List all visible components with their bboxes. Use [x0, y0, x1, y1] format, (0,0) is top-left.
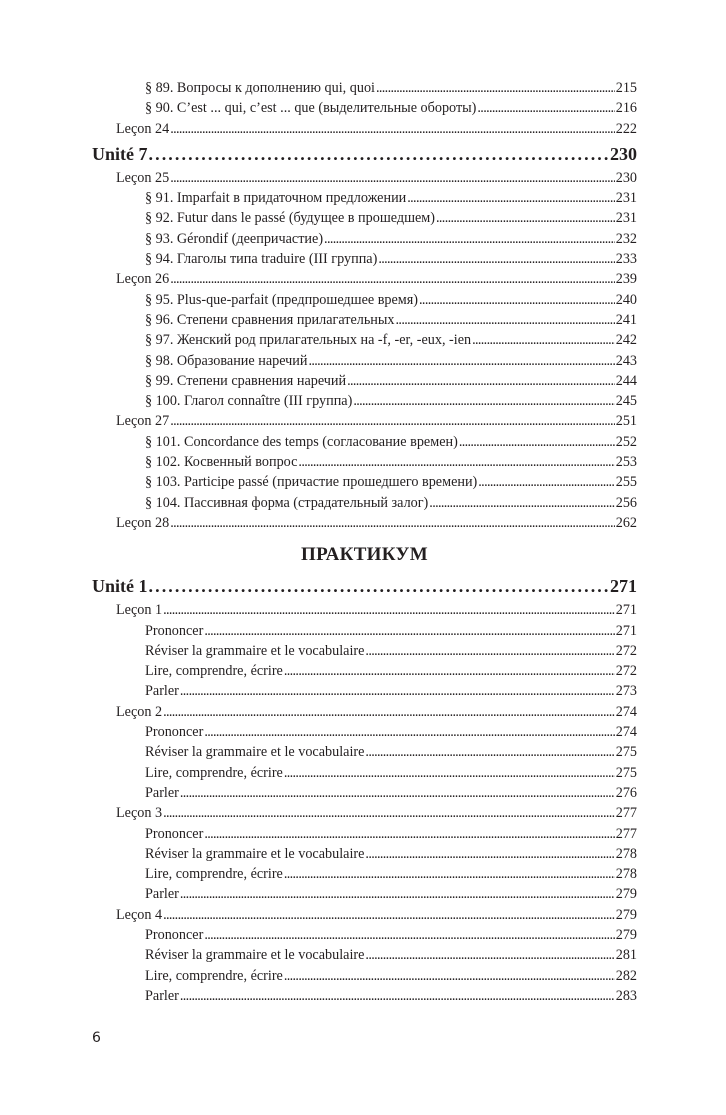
toc-entry-label: § 93. Gérondif (деепричастие) — [145, 230, 324, 247]
dot-leader — [353, 391, 614, 411]
toc-entry-label: Lire, comprendre, écrire — [145, 967, 283, 984]
toc-entry-page-number: 244 — [615, 372, 637, 389]
dot-leader — [365, 945, 614, 965]
dot-leader — [407, 188, 614, 208]
toc-entry-page-number: 231 — [615, 210, 637, 227]
toc-entry-sub[interactable] — [92, 229, 637, 249]
dot-leader — [180, 884, 615, 904]
toc-entry-sub[interactable] — [92, 290, 637, 310]
dot-leader — [477, 98, 614, 118]
toc-entry-sub[interactable] — [92, 351, 637, 371]
toc-entry-sub[interactable] — [92, 925, 637, 945]
toc-entry-sub[interactable] — [92, 661, 637, 681]
toc-entry-lesson[interactable] — [92, 803, 637, 823]
toc-entry-page-number: 279 — [615, 886, 637, 903]
toc-entry-page-number: 215 — [615, 80, 637, 96]
toc-entry-page-number: 274 — [615, 724, 637, 741]
dot-leader — [365, 844, 614, 864]
toc-entry-sub[interactable] — [92, 621, 637, 641]
toc-entry-label: Prononcer — [145, 825, 204, 842]
toc-entry-label: Réviser la grammaire et le vocabulaire — [145, 947, 365, 964]
toc-entry-label: Parler — [145, 683, 179, 700]
toc-entry-label: Parler — [145, 886, 179, 903]
toc-entry-label: Leçon 1 — [116, 602, 163, 619]
dot-leader — [436, 208, 615, 228]
dot-leader — [170, 411, 615, 431]
toc-entry-lesson[interactable] — [92, 513, 637, 533]
dot-leader — [170, 119, 615, 139]
toc-entry-page-number: 230 — [615, 169, 637, 186]
toc-entry-sub[interactable] — [92, 681, 637, 701]
dot-leader — [298, 452, 614, 472]
toc-entry-page-number: 276 — [615, 784, 637, 801]
dot-leader — [284, 763, 615, 783]
dot-leader — [163, 600, 615, 620]
toc-entry-label: Leçon 25 — [116, 169, 170, 186]
toc-entry-page-number: 233 — [615, 251, 637, 268]
dot-leader — [163, 803, 615, 823]
toc-entry-sub[interactable] — [92, 310, 637, 330]
toc-entry-label: Parler — [145, 784, 179, 801]
toc-entry-label: § 90. C’est ... qui, c’est ... que (выделительные обороты) — [145, 100, 477, 117]
toc-entry-label: Lire, comprendre, écrire — [145, 764, 283, 781]
toc-entry-sub[interactable] — [92, 78, 637, 98]
toc-entry-label: § 96. Степени сравнения прилагательных — [145, 311, 395, 328]
dot-leader — [180, 681, 615, 701]
toc-entry-page-number: 256 — [615, 494, 637, 511]
dot-leader — [204, 722, 614, 742]
toc-entry-lesson[interactable] — [92, 905, 637, 925]
toc-section-grammar — [92, 78, 637, 533]
toc-entry-label: § 102. Косвенный вопрос — [145, 454, 298, 471]
toc-entry-lesson[interactable] — [92, 702, 637, 722]
toc-entry-page-number: 277 — [615, 805, 637, 822]
toc-entry-unit[interactable] — [92, 141, 637, 168]
toc-entry-page-number: 251 — [615, 413, 637, 430]
toc-entry-sub[interactable] — [92, 641, 637, 661]
toc-entry-page-number: 277 — [615, 825, 637, 842]
toc-entry-sub[interactable] — [92, 472, 637, 492]
dot-leader — [204, 925, 614, 945]
dot-leader — [284, 864, 615, 884]
section-title-praktikum: ПРАКТИКУМ — [301, 544, 428, 566]
toc-entry-page-number: 278 — [615, 866, 637, 883]
dot-leader — [459, 432, 615, 452]
toc-entry-page-number: 281 — [615, 947, 637, 964]
toc-entry-page-number: 275 — [615, 764, 637, 781]
toc-entry-page-number: 216 — [615, 100, 637, 117]
dot-leader — [149, 573, 610, 600]
toc-section-praktikum — [92, 573, 637, 1006]
toc-entry-label: Réviser la grammaire et le vocabulaire — [145, 642, 365, 659]
toc-entry-page-number: 243 — [615, 352, 637, 369]
toc-entry-sub[interactable] — [92, 722, 637, 742]
toc-entry-sub[interactable] — [92, 945, 637, 965]
toc-entry-label: § 92. Futur dans le passé (будущее в прошедшем) — [145, 210, 436, 227]
toc-entry-label: Réviser la grammaire et le vocabulaire — [145, 845, 365, 862]
toc-entry-sub[interactable] — [92, 966, 637, 986]
toc-entry-page-number: 253 — [615, 454, 637, 471]
toc-entry-page-number: 230 — [610, 143, 637, 164]
toc-entry-lesson[interactable] — [92, 411, 637, 431]
toc-entry-label: § 100. Глагол connaître (III группа) — [145, 393, 353, 410]
toc-entry-sub[interactable] — [92, 452, 637, 472]
toc-entry-lesson[interactable] — [92, 269, 637, 289]
toc-entry-label: Leçon 2 — [116, 703, 163, 720]
toc-entry-sub[interactable] — [92, 824, 637, 844]
toc-entry-page-number: 255 — [615, 474, 637, 491]
dot-leader — [204, 621, 614, 641]
toc-entry-label: Leçon 28 — [116, 514, 170, 531]
page-number: 6 — [92, 1030, 101, 1046]
toc-entry-lesson[interactable] — [92, 600, 637, 620]
dot-leader — [478, 472, 614, 492]
toc-entry-sub[interactable] — [92, 763, 637, 783]
toc-entry-label: § 89. Вопросы к дополнению qui, quoi — [145, 80, 375, 96]
toc-entry-page-number: 222 — [615, 120, 637, 137]
toc-entry-label: § 99. Степени сравнения наречий — [145, 372, 347, 389]
toc-entry-sub[interactable] — [92, 783, 637, 803]
toc-entry-page-number: 232 — [615, 230, 637, 247]
toc-entry-page-number: 231 — [615, 190, 637, 207]
dot-leader — [180, 986, 615, 1006]
dot-leader — [180, 783, 615, 803]
toc-entry-page-number: 271 — [610, 576, 637, 597]
dot-leader — [284, 661, 615, 681]
toc-entry-sub[interactable] — [92, 391, 637, 411]
dot-leader — [163, 702, 615, 722]
dot-leader — [365, 641, 614, 661]
toc-entry-label: Prononcer — [145, 622, 204, 639]
toc-entry-sub[interactable] — [92, 884, 637, 904]
toc-entry-lesson[interactable] — [92, 168, 637, 188]
dot-leader — [376, 78, 615, 98]
dot-leader — [419, 290, 615, 310]
toc-entry-page-number: 240 — [615, 291, 637, 308]
toc-entry-page-number: 272 — [615, 663, 637, 680]
toc-entry-label: § 91. Imparfait в придаточном предложении — [145, 190, 407, 207]
toc-entry-label: § 104. Пассивная форма (страдательный залог) — [145, 494, 429, 511]
dot-leader — [170, 168, 615, 188]
toc-entry-sub[interactable] — [92, 98, 637, 118]
toc-entry-page-number: 275 — [615, 744, 637, 761]
toc-entry-page-number: 274 — [615, 703, 637, 720]
toc-entry-page-number: 272 — [615, 642, 637, 659]
toc-entry-unit[interactable] — [92, 573, 637, 600]
dot-leader — [308, 351, 614, 371]
dot-leader — [347, 371, 615, 391]
dot-leader — [396, 310, 615, 330]
toc-entry-sub[interactable] — [92, 208, 637, 228]
toc-entry-page-number: 242 — [615, 332, 637, 349]
toc-entry-sub[interactable] — [92, 188, 637, 208]
toc-entry-sub[interactable] — [92, 742, 637, 762]
toc-entry-label: § 103. Participe passé (причастие прошедшего времени) — [145, 474, 478, 491]
toc-entry-label: Leçon 3 — [116, 805, 163, 822]
toc-entry-label: Prononcer — [145, 926, 204, 943]
toc-entry-page-number: 239 — [615, 271, 637, 288]
toc-entry-label: Leçon 24 — [116, 120, 170, 137]
toc-entry-label: Unité 1 — [92, 576, 148, 597]
toc-entry-label: § 97. Женский род прилагательных на -f, -er, -eux, -ien — [145, 332, 472, 349]
toc-entry-label: Unité 7 — [92, 143, 148, 164]
toc-entry-page-number: 283 — [615, 987, 637, 1004]
toc-entry-page-number: 279 — [615, 906, 637, 923]
toc-entry-label: Prononcer — [145, 724, 204, 741]
toc-entry-sub[interactable] — [92, 330, 637, 350]
toc-entry-page-number: 262 — [615, 514, 637, 531]
toc-entry-page-number: 252 — [615, 433, 637, 450]
dot-leader — [149, 141, 610, 168]
toc-entry-sub[interactable] — [92, 844, 637, 864]
toc-entry-sub[interactable] — [92, 249, 637, 269]
toc-entry-lesson[interactable] — [92, 119, 637, 139]
toc-entry-page-number: 282 — [615, 967, 637, 984]
toc-entry-sub[interactable] — [92, 986, 637, 1006]
toc-entry-label: § 94. Глаголы типа traduire (III группа) — [145, 251, 378, 268]
toc-entry-label: Lire, comprendre, écrire — [145, 663, 283, 680]
table-of-contents — [92, 78, 637, 1006]
toc-entry-label: Leçon 27 — [116, 413, 170, 430]
dot-leader — [429, 493, 614, 513]
toc-entry-label: § 95. Plus-que-parfait (предпрошедшее время) — [145, 291, 419, 308]
toc-entry-sub[interactable] — [92, 432, 637, 452]
toc-entry-page-number: 271 — [615, 622, 637, 639]
toc-entry-page-number: 241 — [615, 311, 637, 328]
dot-leader — [170, 269, 615, 289]
dot-leader — [324, 229, 615, 249]
dot-leader — [204, 824, 614, 844]
dot-leader — [472, 330, 615, 350]
toc-entry-label: Leçon 4 — [116, 906, 163, 923]
toc-entry-page-number: 278 — [615, 845, 637, 862]
toc-entry-label: § 101. Concordance des temps (согласование времен) — [145, 433, 458, 450]
toc-entry-sub[interactable] — [92, 493, 637, 513]
toc-entry-page-number: 271 — [615, 602, 637, 619]
dot-leader — [163, 905, 615, 925]
toc-entry-page-number: 273 — [615, 683, 637, 700]
toc-entry-sub[interactable] — [92, 371, 637, 391]
toc-entry-page-number: 245 — [615, 393, 637, 410]
toc-entry-label: Leçon 26 — [116, 271, 170, 288]
dot-leader — [284, 966, 615, 986]
dot-leader — [378, 249, 614, 269]
toc-entry-sub[interactable] — [92, 864, 637, 884]
toc-entry-label: § 98. Образование наречий — [145, 352, 308, 369]
toc-entry-label: Réviser la grammaire et le vocabulaire — [145, 744, 365, 761]
toc-entry-label: Parler — [145, 987, 179, 1004]
dot-leader — [365, 742, 614, 762]
toc-entry-page-number: 279 — [615, 926, 637, 943]
dot-leader — [170, 513, 615, 533]
toc-entry-label: Lire, comprendre, écrire — [145, 866, 283, 883]
